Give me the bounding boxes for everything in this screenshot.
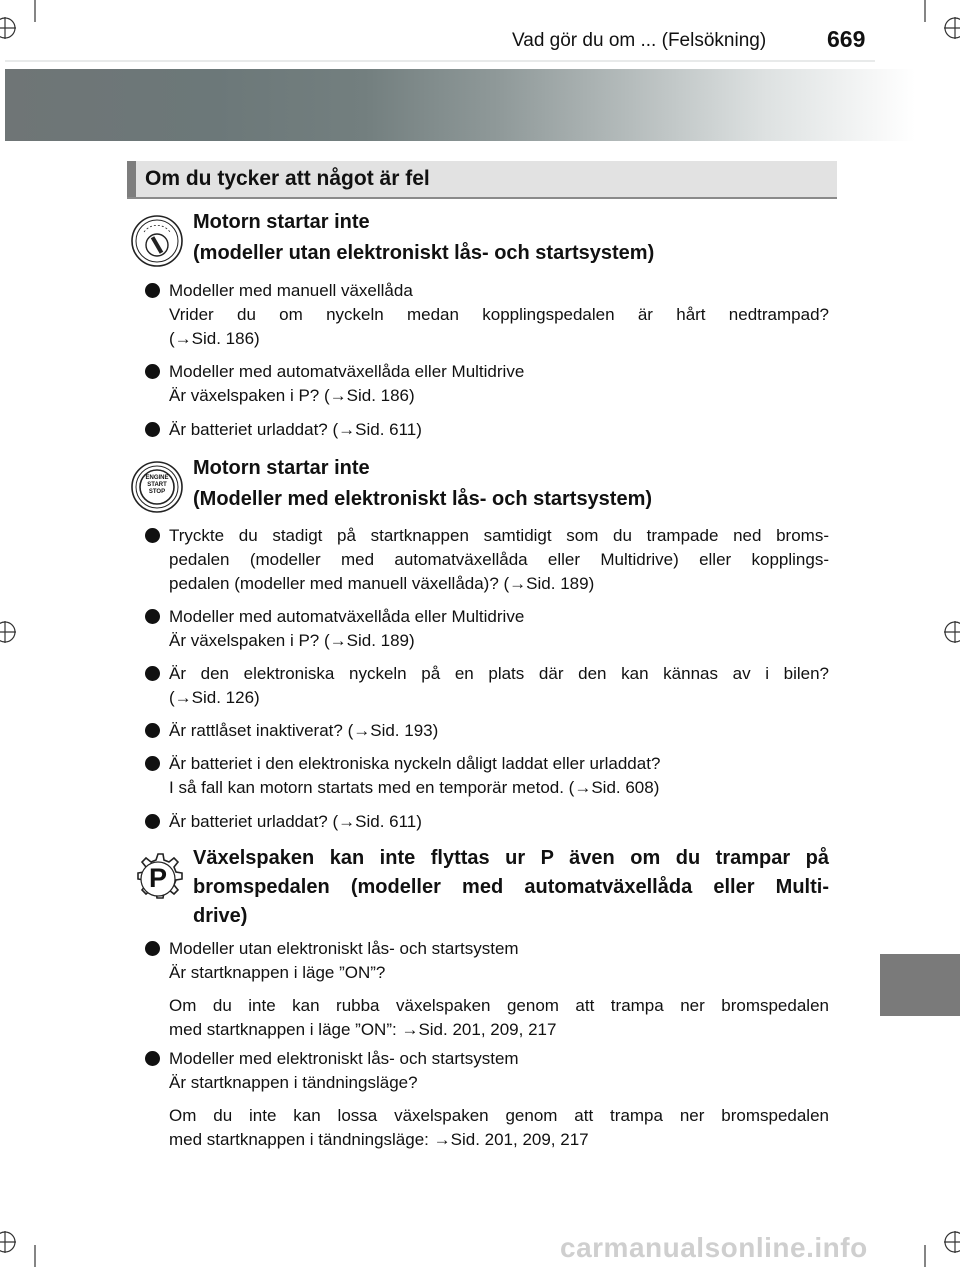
bullet-dot [145,756,160,771]
list-item-line: Tryckte du stadigt på startknappen samtidigt som du trampade ned broms- [169,526,829,545]
icon-text-start: START [147,482,167,488]
header-rule [5,60,875,62]
list-item-line: Är batteriet i den elektroniska nyckeln dåligt laddat eller urladdat? [169,754,661,773]
list-item-line: I så fall kan motorn startats med en temporär metod. (→Sid. 608) [169,778,660,797]
list-item-line: Modeller med elektroniskt lås- och startsystem [169,1049,519,1068]
list-item-line: Modeller med manuell växellåda [169,281,413,300]
block-1-title-line-2: (modeller utan elektroniskt lås- och startsystem) [193,242,655,264]
list-item-line: Är den elektroniska nyckeln på en plats där den kan kännas av i bilen? [169,664,829,683]
list-item [169,524,829,596]
list-item-paragraph-line: med startknappen i läge ”ON”: →Sid. 201, 209, 217 [169,1020,557,1039]
list-item [169,937,829,1042]
block-3-title-line-2: bromspedalen (modeller med automatväxellåda eller Multi- [193,876,829,898]
list-item [169,810,829,834]
block-3-title-line-1: Växelspaken kan inte flyttas ur P även om du trampar på [193,847,829,869]
page-number: 669 [827,26,866,52]
header-band [5,69,953,141]
block-2-title-line-2: (Modeller med elektroniskt lås- och startsystem) [193,488,653,510]
list-item [169,360,829,408]
bullet-dot [145,1051,160,1066]
bullet-dot [145,283,160,298]
list-item [169,752,829,800]
section-bar-accent [127,161,136,197]
list-item-line: Är växelspaken i P? (→Sid. 189) [169,631,415,650]
block-2-title [193,453,652,515]
block-3-title-line-3: drive) [193,905,248,927]
list-item-line: (→Sid. 126) [169,688,260,707]
bullet-dot [145,422,160,437]
list-item [169,719,829,743]
list-item [169,279,829,351]
list-item-paragraph-line: Om du inte kan lossa växelspaken genom att trampa ner bromspedalen [169,1106,829,1125]
list-item [169,1047,829,1152]
list-item-line: Är batteriet urladdat? (→Sid. 611) [169,420,422,439]
list-item-line: pedalen (modeller med automatväxellåda eller Multidrive) eller kopplings- [169,550,829,569]
ignition-key-icon [130,214,184,268]
block-2-title-line-1: Motorn startar inte [193,457,370,479]
list-item-line: Är startknappen i läge ”ON”? [169,963,386,982]
icon-text-stop: STOP [148,489,166,495]
block-3-title [193,844,829,931]
page-header-title: Vad gör du om ... (Felsökning) [512,30,767,51]
list-item-line: Modeller med automatväxellåda eller Multidrive [169,362,525,381]
section-title: Om du tycker att något är fel [145,167,430,190]
bullet-dot [145,666,160,681]
list-item [169,605,829,653]
bullet-dot [145,814,160,829]
park-gear-icon [130,851,186,907]
engine-start-stop-icon [130,460,184,514]
block-1-title-line-1: Motorn startar inte [193,211,370,233]
list-item-paragraph-line: Om du inte kan rubba växelspaken genom att trampa ner bromspedalen [169,996,829,1015]
bullet-dot [145,609,160,624]
list-item-line: Är växelspaken i P? (→Sid. 186) [169,386,415,405]
bullet-dot [145,364,160,379]
bullet-dot [145,528,160,543]
section-heading-bar [127,161,837,199]
list-item-line: Modeller med automatväxellåda eller Multidrive [169,607,525,626]
list-item [169,662,829,710]
list-item-line: Vrider du om nyckeln medan kopplingspedalen är hårt nedtrampad? [169,305,829,324]
list-item-line: (→Sid. 186) [169,329,260,348]
chapter-tab [880,954,960,1016]
icon-text-p: P [148,863,167,893]
block-1-title [193,207,654,269]
list-item-line: Är startknappen i tändningsläge? [169,1073,418,1092]
list-item-line: Modeller utan elektroniskt lås- och startsystem [169,939,519,958]
list-item-line: Är batteriet urladdat? (→Sid. 611) [169,812,422,831]
list-item-line: Är rattlåset inaktiverat? (→Sid. 193) [169,721,439,740]
bullet-dot [145,723,160,738]
list-item-paragraph-line: med startknappen i tändningsläge: →Sid. 201, 209, 217 [169,1130,589,1149]
bullet-dot [145,941,160,956]
list-item-line: pedalen (modeller med manuell växellåda)? (→Sid. 189) [169,574,595,593]
footer-watermark: carmanualsonline.info [560,1232,868,1263]
icon-text-engine: ENGINE [145,475,169,481]
list-item [169,418,829,442]
